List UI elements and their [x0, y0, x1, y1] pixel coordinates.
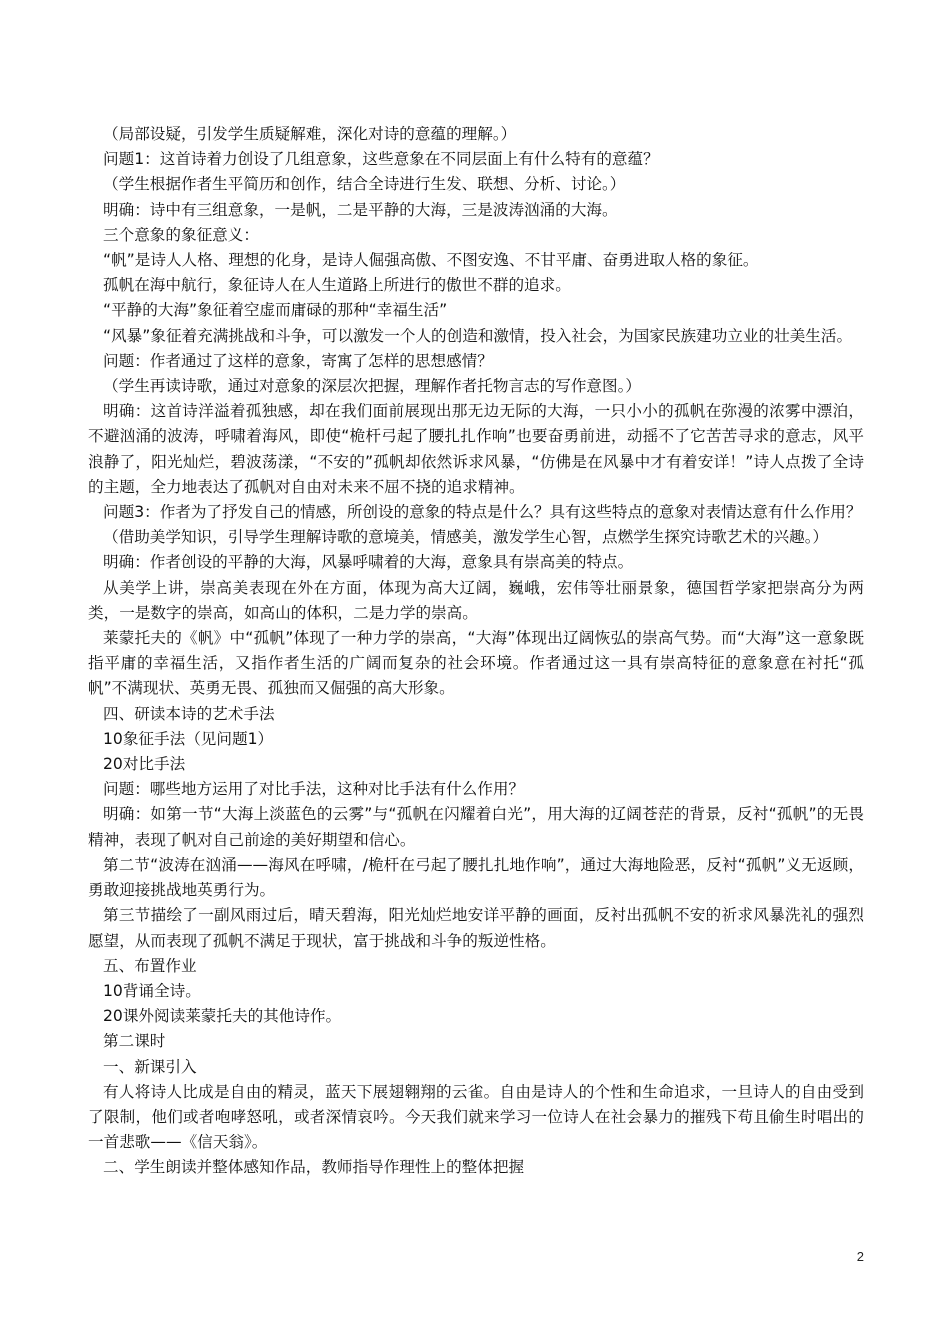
document-body: [88, 122, 864, 1181]
paragraph: （学生根据作者生平简历和创作，结合全诗进行生发、联想、分析、讨论。）: [103, 175, 626, 194]
paragraph: 莱蒙托夫的《帆》中“孤帆”体现了一种力学的崇高，“大海”体现出辽阔恢弘的崇高气势。而“大海”这一意象既指平庸的幸福生活，又指作者生活的广阔而复杂的社会环境。作者通过这一具有崇高特征的意象意在衬托“孤帆”不满现状、英勇无畏、孤独而又倔强的高大形象。: [88, 629, 864, 698]
paragraph: （局部设疑，引发学生质疑解难，深化对诗的意蕴的理解。）: [103, 125, 517, 143]
list-item: 10背诵全诗。: [103, 981, 201, 1000]
section-heading: 一、新课引入: [103, 1057, 197, 1076]
paragraph: 明确：作者创设的平静的大海，风暴呼啸着的大海，意象具有崇高美的特点。: [103, 553, 634, 572]
paragraph: 问题1：这首诗着力创设了几组意象，这些意象在不同层面上有什么特有的意蕴？: [103, 150, 659, 169]
list-item: 20课外阅读莱蒙托夫的其他诗作。: [103, 1007, 342, 1026]
paragraph: 三个意象的象征意义：: [103, 225, 259, 244]
section-heading: 第二课时: [103, 1032, 166, 1051]
paragraph: 第二节“波涛在汹涌——海风在呼啸，/桅杆在弓起了腰扎扎地作响”，通过大海地险恶，反衬“孤帆”义无返顾，勇敢迎接挑战地英勇行为。: [88, 855, 864, 900]
page-number: 2: [856, 1249, 864, 1264]
paragraph: 明确：如第一节“大海上淡蓝色的云雾”与“孤帆在闪耀着白光”，用大海的辽阔苍茫的背景，反衬“孤帆”的无畏精神，表现了帆对自己前途的美好期望和信心。: [88, 805, 864, 849]
paragraph: 第三节描绘了一副风雨过后，晴天碧海，阳光灿烂地安详平静的画面，反衬出孤帆不安的祈求风暴洗礼的强烈愿望，从而表现了孤帆不满足于现状，富于挑战和斗争的叛逆性格。: [88, 906, 864, 950]
paragraph: 问题3：作者为了抒发自己的情感，所创设的意象的特点是什么？具有这些特点的意象对表情达意有什么作用？: [103, 503, 862, 522]
paragraph: “帆”是诗人人格、理想的化身，是诗人倔强高傲、不图安逸、不甘平庸、奋勇进取人格的象征。: [103, 251, 759, 270]
list-item: 10象征手法（见问题1）: [103, 729, 274, 748]
paragraph: （借助美学知识，引导学生理解诗歌的意境美，情感美，激发学生心智，点燃学生探究诗歌艺术的兴趣。）: [103, 528, 829, 547]
paragraph: 有人将诗人比成是自由的精灵，蓝天下展翅翱翔的云雀。自由是诗人的个性和生命追求，一旦诗人的自由受到了限制，他们或者咆哮怒吼，或者深情哀吟。今天我们就来学习一位诗人在社会暴力的摧残下苟且偷生时唱出的一首悲歌——《信天翁》。: [88, 1082, 864, 1152]
list-item: 20对比手法: [103, 755, 186, 774]
paragraph: 明确：这首诗洋溢着孤独感，却在我们面前展现出那无边无际的大海，一只小小的孤帆在弥漫的浓雾中漂泊，不避汹涌的波涛，呼啸着海风，即使“桅杆弓起了腰扎扎作响”也要奋勇前进，动摇不了它苦苦寻求的意志，风平浪静了，阳光灿烂，碧波荡漾，“不安的”孤帆却依然诉求风暴，“仿佛是在风暴中才有着安详！”诗人点拨了全诗的主题，全力地表达了孤帆对自由对未来不屈不挠的追求精神。: [88, 402, 864, 496]
paragraph: 从美学上讲，崇高美表现在外在方面，体现为高大辽阔，巍峨，宏伟等壮丽景象，德国哲学家把崇高分为两类，一是数字的崇高，如高山的体积，二是力学的崇高。: [88, 578, 864, 622]
paragraph: 明确：诗中有三组意象，一是帆，二是平静的大海，三是波涛汹涌的大海。: [103, 200, 618, 219]
paragraph: 孤帆在海中航行，象征诗人在人生道路上所进行的傲世不群的追求。: [103, 276, 571, 295]
paragraph: 问题：作者通过了这样的意象，寄寓了怎样的思想感情？: [103, 351, 493, 370]
paragraph: 问题：哪些地方运用了对比手法，这种对比手法有什么作用？: [103, 780, 525, 799]
paragraph: “风暴”象征着充满挑战和斗争，可以激发一个人的创造和激情，投入社会，为国家民族建功立业的壮美生活。: [103, 326, 853, 345]
paragraph: （学生再读诗歌，通过对意象的深层次把握，理解作者托物言志的写作意图。）: [103, 377, 641, 396]
section-heading: 五、布置作业: [103, 956, 197, 975]
section-heading: 四、研读本诗的艺术手法: [103, 704, 275, 723]
paragraph: “平静的大海”象征着空虚而庸碌的那种“幸福生活”: [103, 301, 448, 320]
section-heading: 二、学生朗读并整体感知作品，教师指导作理性上的整体把握: [103, 1158, 525, 1177]
